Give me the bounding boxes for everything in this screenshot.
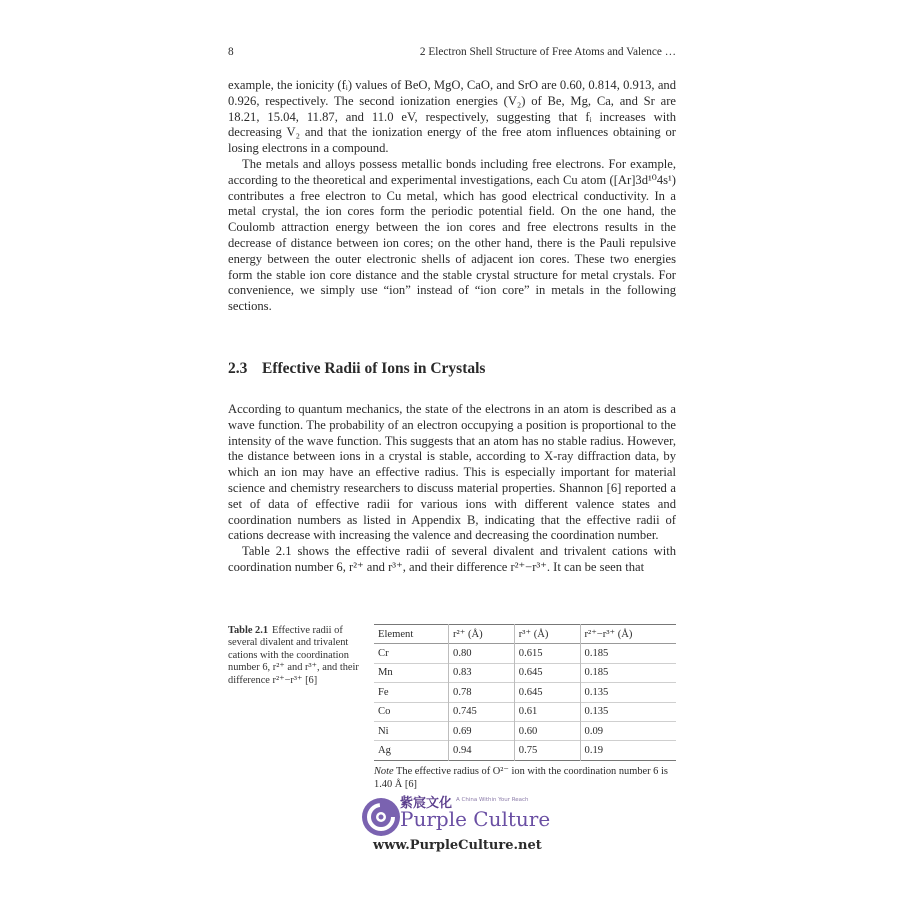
- paragraph-table-ref: Table 2.1 shows the effective radii of several divalent and trivalent cations with coordination number 6, r²⁺ and r³⁺, and their difference r²⁺−r³⁺. It can be seen that: [228, 544, 676, 574]
- watermark-tagline: A China Within Your Reach: [456, 797, 529, 803]
- table-note-text: The effective radius of O²⁻ ion with the coordination number 6 is 1.40 Å [6]: [374, 765, 668, 790]
- cell-r2: 0.80: [449, 644, 515, 663]
- table-row: [374, 644, 676, 663]
- watermark-brand: Purple Culture: [400, 807, 551, 831]
- cell-r3: 0.645: [514, 683, 580, 702]
- chapter-running-title: 2 Electron Shell Structure of Free Atoms and Valence …: [419, 46, 676, 58]
- cell-difference: 0.185: [580, 663, 676, 682]
- cell-element: Ag: [378, 745, 391, 757]
- watermark-chinese: 紫宸文化: [400, 796, 453, 811]
- cell-r3: 0.75: [514, 741, 580, 760]
- table-row: [374, 702, 676, 721]
- cell-r2: 0.745: [449, 702, 515, 721]
- paragraph-quantum: According to quantum mechanics, the state of the electrons in an atom is described as a wave function. The probability of an electron occupying a position is proportional to the intensity of the wave function. This suggests that an atom has no stable radius. However, the distance between ions in a crystal is stable, according to X-ray diffraction data, by which an ion may have an effective radius. This is especially important for material science and chemistry researchers to discuss material properties. Shannon [6] reported a set of data of effective radii for various ions with different valence states and coordination numbers as listed in Appendix B, indicating that the effective radii of cations decrease with increasing the valence and decreasing the coordination number.: [228, 402, 676, 543]
- cell-r2: 0.83: [449, 663, 515, 682]
- cell-r3: 0.61: [514, 702, 580, 721]
- cell-r2: 0.69: [449, 721, 515, 740]
- cell-r2: 0.94: [449, 741, 515, 760]
- table-caption: [228, 625, 363, 687]
- cell-difference: 0.19: [580, 741, 676, 760]
- running-head: [228, 46, 676, 62]
- paragraph-ionicity: example, the ionicity (fᵢ) values of BeO, MgO, CaO, and SrO are 0.60, 0.814, 0.913, and 0.926, respectively. The second ionization energies (V₂) of Be, Mg, Ca, and Sr are 18.21, 15.04, 11.87, and 11.0 eV, respectively, suggesting that fᵢ increases with decreasing V₂ and that the ionization energy of the free atom influences obtaining or losing electrons in a compound.: [228, 78, 676, 156]
- table-container: [374, 624, 676, 791]
- cell-element: Ni: [378, 725, 389, 737]
- table-row: [374, 683, 676, 702]
- cell-element: Cr: [378, 648, 389, 660]
- section-text: [228, 402, 676, 576]
- table-row: [374, 721, 676, 740]
- cell-difference: 0.09: [580, 721, 676, 740]
- cell-r2: 0.78: [449, 683, 515, 702]
- cell-element: Fe: [378, 686, 389, 698]
- header-r2: r²⁺ (Å): [449, 625, 515, 644]
- table-note: [374, 765, 676, 791]
- header-difference: r²⁺−r³⁺ (Å): [580, 625, 676, 644]
- header-r3: r³⁺ (Å): [514, 625, 580, 644]
- radii-table: [374, 624, 676, 761]
- purple-culture-logo-icon: [360, 796, 402, 838]
- table-row: [374, 663, 676, 682]
- table-caption-text: Effective radii of several divalent and trivalent cations with the coordination number 6, r²⁺ and r³⁺, and their difference r²⁺−r³⁺ [6]: [228, 625, 359, 686]
- cell-difference: 0.135: [580, 683, 676, 702]
- watermark-url: www.PurpleCulture.net: [373, 838, 542, 853]
- cell-difference: 0.135: [580, 702, 676, 721]
- page-number: 8: [228, 46, 234, 58]
- paragraph-metals: The metals and alloys possess metallic bonds including free electrons. For example, according to the theoretical and experimental investigations, each Cu atom ([Ar]3d¹⁰4s¹) contributes a free electron to Cu metal, which has good electrical conductivity. In a metal crystal, the ion cores form the periodic potential field. On the one hand, the Coulomb attraction energy between the ion cores and free electrons results in the decrease of distance between ion cores; on the other hand, there is the Pauli repulsive energy between the outer electronic shells of adjacent ion cores. These two energies form the stable ion core distance and the stable crystal structure for metal crystals. For convenience, we simply use “ion” instead of “ion core” in metals in the following sections.: [228, 156, 676, 314]
- table-row: [374, 741, 676, 760]
- cell-r3: 0.60: [514, 721, 580, 740]
- section-heading: [228, 360, 676, 378]
- cell-element: Mn: [378, 667, 393, 679]
- table-header-row: [374, 625, 676, 644]
- header-element: Element: [378, 628, 414, 640]
- table-note-label: Note: [374, 765, 394, 777]
- cell-r3: 0.645: [514, 663, 580, 682]
- section-title: Effective Radii of Ions in Crystals: [262, 360, 486, 377]
- table-label: Table 2.1: [228, 625, 269, 636]
- section-number: 2.3: [228, 360, 248, 377]
- intro-text: [228, 78, 676, 315]
- cell-difference: 0.185: [580, 644, 676, 663]
- cell-r3: 0.615: [514, 644, 580, 663]
- cell-element: Co: [378, 706, 391, 718]
